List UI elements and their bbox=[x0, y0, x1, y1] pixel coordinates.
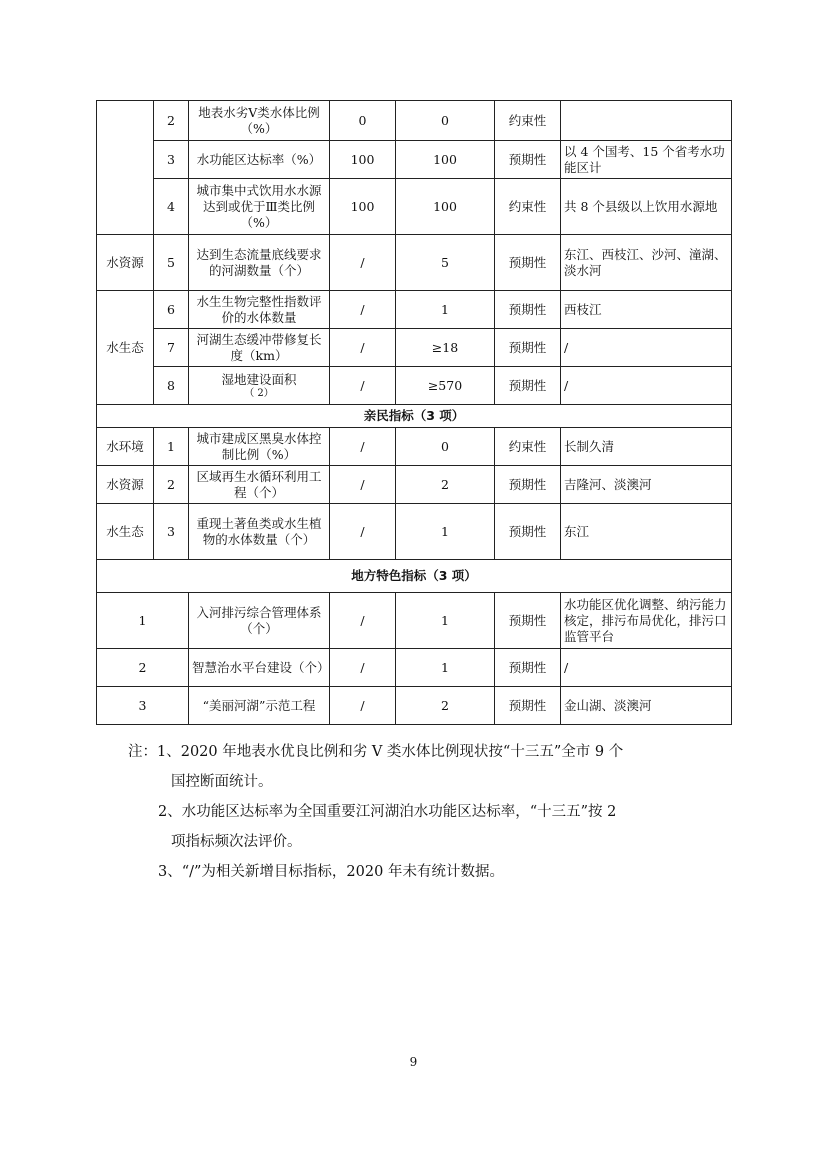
indicator-type: 预期性 bbox=[495, 367, 561, 405]
section-row bbox=[97, 405, 732, 428]
category-cell: 水生态 bbox=[97, 504, 154, 560]
base-value: / bbox=[330, 649, 396, 687]
note-3-line-1: 3、“/”为相关新增目标指标，2020 年未有统计数据。 bbox=[158, 864, 504, 880]
indicator-type: 约束性 bbox=[495, 428, 561, 466]
indicator-name: 水功能区达标率（%） bbox=[189, 141, 330, 179]
category-cell: 水生态 bbox=[97, 291, 154, 405]
indicator-name: “美丽河湖”示范工程 bbox=[189, 687, 330, 725]
remark: 东江 bbox=[561, 504, 732, 560]
remark: / bbox=[561, 329, 732, 367]
section-title-people: 亲民指标（3 项） bbox=[97, 405, 732, 428]
indicator-table bbox=[96, 100, 732, 725]
remark: 东江、西枝江、沙河、潼湖、淡水河 bbox=[561, 235, 732, 291]
target-value: 0 bbox=[396, 101, 495, 141]
indicator-type: 预期性 bbox=[495, 291, 561, 329]
target-value: 0 bbox=[396, 428, 495, 466]
indicator-type: 预期性 bbox=[495, 649, 561, 687]
table-row bbox=[97, 367, 732, 405]
section-row bbox=[97, 560, 732, 593]
category-cell-blank bbox=[97, 101, 154, 235]
remark: 以 4 个国考、15 个省考水功能区计 bbox=[561, 141, 732, 179]
row-number: 8 bbox=[154, 367, 189, 405]
indicator-name: 达到生态流量底线要求的河湖数量（个） bbox=[189, 235, 330, 291]
category-cell: 水资源 bbox=[97, 235, 154, 291]
indicator-type: 预期性 bbox=[495, 466, 561, 504]
target-value: 100 bbox=[396, 179, 495, 235]
base-value: 100 bbox=[330, 141, 396, 179]
indicator-name-text: 湿地建设面积 bbox=[221, 371, 297, 387]
row-number: 1 bbox=[154, 428, 189, 466]
indicator-name bbox=[189, 367, 330, 405]
indicator-name: 水生生物完整性指数评价的水体数量 bbox=[189, 291, 330, 329]
indicator-name: 区域再生水循环利用工程（个） bbox=[189, 466, 330, 504]
row-number: 2 bbox=[154, 101, 189, 141]
base-value: / bbox=[330, 428, 396, 466]
section-title-local: 地方特色指标（3 项） bbox=[97, 560, 732, 593]
target-value: 5 bbox=[396, 235, 495, 291]
table-row bbox=[97, 101, 732, 141]
row-number: 4 bbox=[154, 179, 189, 235]
row-number: 3 bbox=[154, 141, 189, 179]
indicator-name: 入河排污综合管理体系（个） bbox=[189, 593, 330, 649]
remark: 吉隆河、淡澳河 bbox=[561, 466, 732, 504]
row-number: 2 bbox=[154, 466, 189, 504]
remark: 共 8 个县级以上饮用水源地 bbox=[561, 179, 732, 235]
remark: 西枝江 bbox=[561, 291, 732, 329]
remark: 水功能区优化调整、纳污能力核定，排污布局优化，排污口监管平台 bbox=[561, 593, 732, 649]
indicator-name: 城市集中式饮用水水源达到或优于Ⅲ类比例（%） bbox=[189, 179, 330, 235]
note-2-line-1: 2、水功能区达标率为全国重要江河湖泊水功能区达标率，“十三五”按 2 bbox=[158, 804, 617, 820]
note-1-line-1: 注：1、2020 年地表水优良比例和劣 V 类水体比例现状按“十三五”全市 9 个 bbox=[128, 744, 624, 760]
indicator-type: 预期性 bbox=[495, 687, 561, 725]
note-1-line-2: 国控断面统计。 bbox=[171, 774, 273, 790]
note-2-line-2: 项指标频次法评价。 bbox=[171, 834, 302, 850]
base-value: 0 bbox=[330, 101, 396, 141]
row-number: 3 bbox=[97, 687, 189, 725]
remark: / bbox=[561, 367, 732, 405]
indicator-type: 预期性 bbox=[495, 235, 561, 291]
row-number: 2 bbox=[97, 649, 189, 687]
table-row bbox=[97, 687, 732, 725]
category-cell: 水资源 bbox=[97, 466, 154, 504]
target-value: 1 bbox=[396, 291, 495, 329]
base-value: / bbox=[330, 367, 396, 405]
base-value: / bbox=[330, 504, 396, 560]
table-row bbox=[97, 235, 732, 291]
indicator-type: 预期性 bbox=[495, 504, 561, 560]
target-value: 2 bbox=[396, 466, 495, 504]
row-number: 5 bbox=[154, 235, 189, 291]
row-number: 7 bbox=[154, 329, 189, 367]
category-cell: 水环境 bbox=[97, 428, 154, 466]
table-row bbox=[97, 141, 732, 179]
base-value: 100 bbox=[330, 179, 396, 235]
target-value: 100 bbox=[396, 141, 495, 179]
table-row bbox=[97, 179, 732, 235]
table-row bbox=[97, 329, 732, 367]
indicator-name: 智慧治水平台建设（个） bbox=[189, 649, 330, 687]
table-row bbox=[97, 466, 732, 504]
row-number: 6 bbox=[154, 291, 189, 329]
indicator-unit: （ 2） bbox=[244, 387, 274, 399]
indicator-type: 约束性 bbox=[495, 179, 561, 235]
base-value: / bbox=[330, 329, 396, 367]
indicator-name: 河湖生态缓冲带修复长度（km） bbox=[189, 329, 330, 367]
row-number: 1 bbox=[97, 593, 189, 649]
indicator-type: 预期性 bbox=[495, 329, 561, 367]
base-value: / bbox=[330, 235, 396, 291]
base-value: / bbox=[330, 687, 396, 725]
indicator-name: 重现土著鱼类或水生植物的水体数量（个） bbox=[189, 504, 330, 560]
target-value: ≥570 bbox=[396, 367, 495, 405]
indicator-name: 地表水劣Ⅴ类水体比例（%） bbox=[189, 101, 330, 141]
target-value: 1 bbox=[396, 504, 495, 560]
target-value: 1 bbox=[396, 649, 495, 687]
remark: 长制久清 bbox=[561, 428, 732, 466]
table-row bbox=[97, 291, 732, 329]
base-value: / bbox=[330, 466, 396, 504]
table-row bbox=[97, 649, 732, 687]
target-value: 2 bbox=[396, 687, 495, 725]
table-row bbox=[97, 593, 732, 649]
page-number: 9 bbox=[409, 1055, 418, 1069]
remark bbox=[561, 101, 732, 141]
remark: / bbox=[561, 649, 732, 687]
table-row bbox=[97, 504, 732, 560]
indicator-type: 约束性 bbox=[495, 101, 561, 141]
target-value: 1 bbox=[396, 593, 495, 649]
indicator-type: 预期性 bbox=[495, 141, 561, 179]
row-number: 3 bbox=[154, 504, 189, 560]
indicator-name: 城市建成区黑臭水体控制比例（%） bbox=[189, 428, 330, 466]
base-value: / bbox=[330, 291, 396, 329]
remark: 金山湖、淡澳河 bbox=[561, 687, 732, 725]
indicator-type: 预期性 bbox=[495, 593, 561, 649]
target-value: ≥18 bbox=[396, 329, 495, 367]
table-row bbox=[97, 428, 732, 466]
notes-block bbox=[128, 737, 718, 887]
base-value: / bbox=[330, 593, 396, 649]
